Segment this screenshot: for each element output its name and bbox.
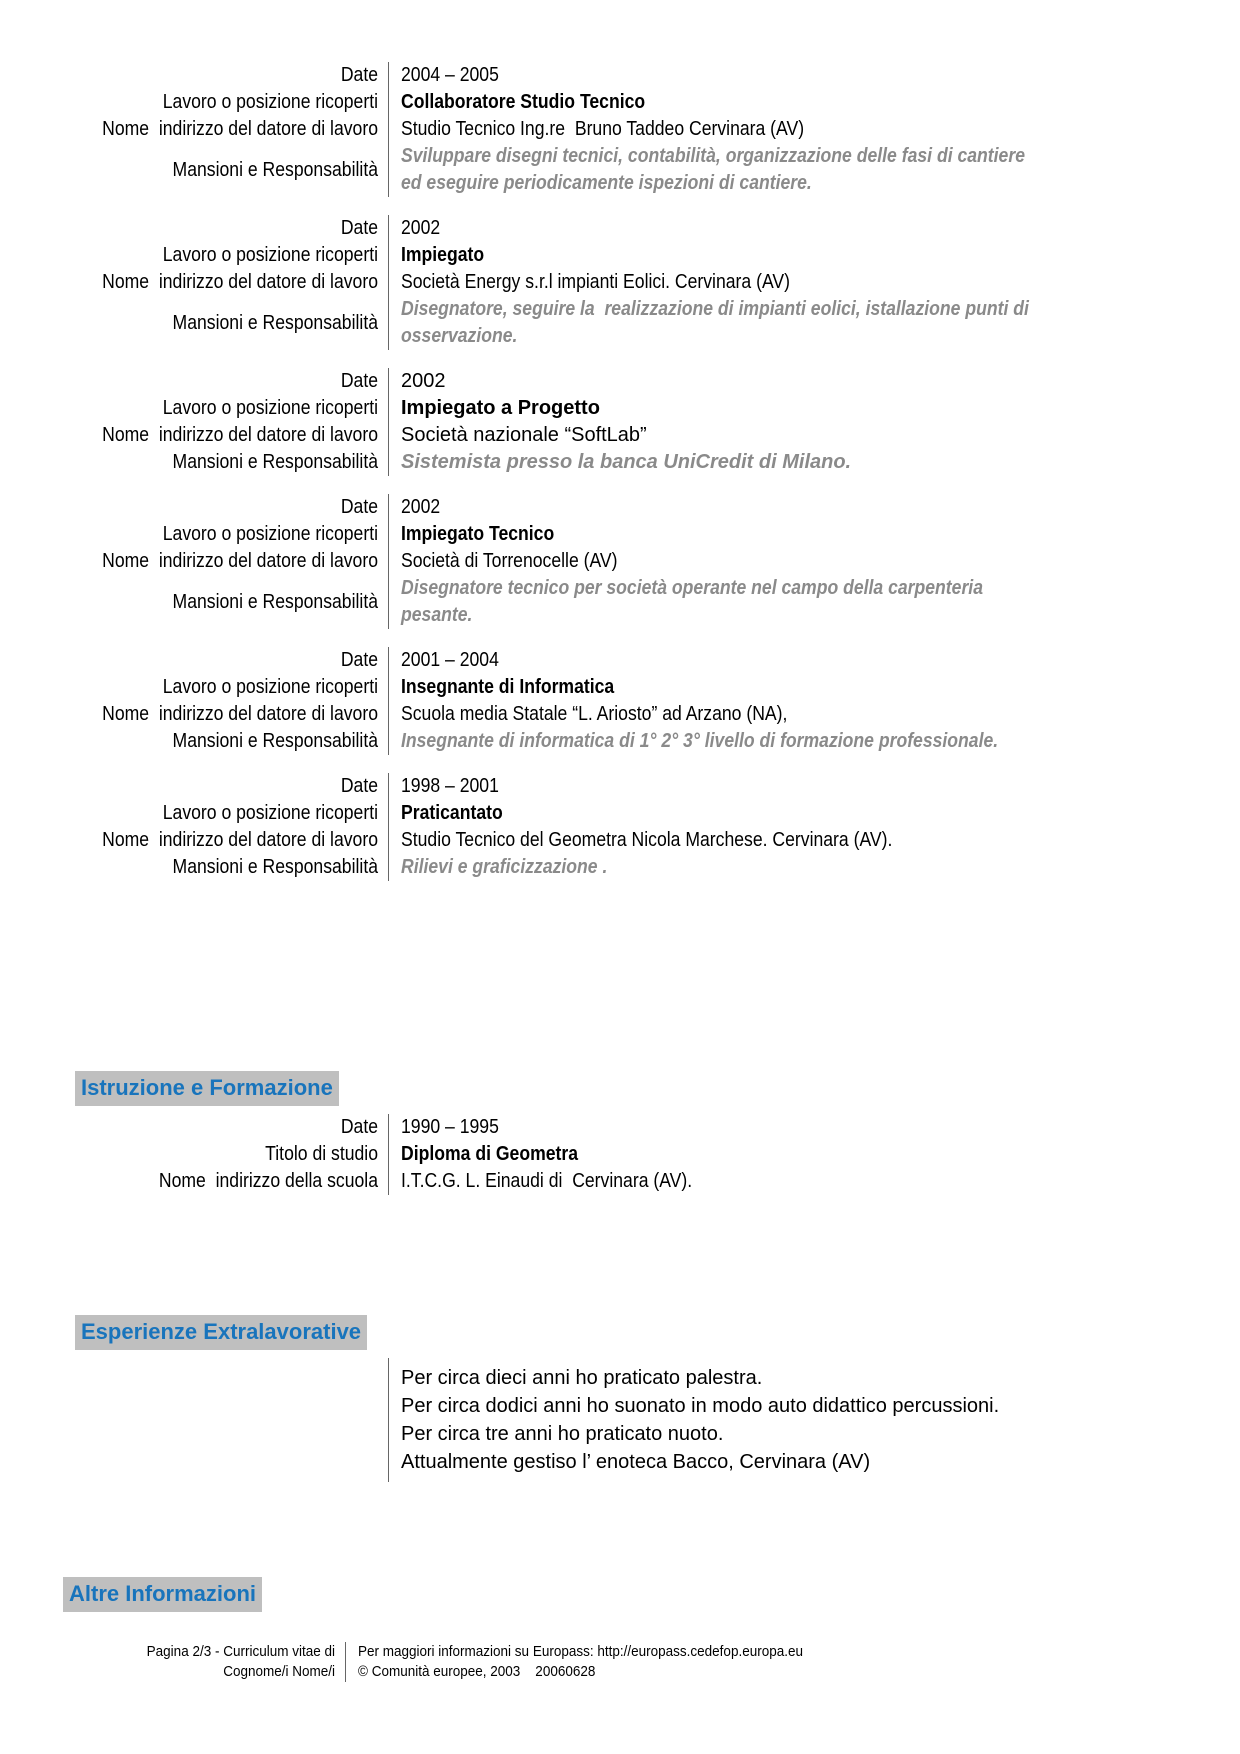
employer-value: Scuola media Statale “L. Ariosto” ad Arzano (NA), <box>388 701 1168 728</box>
position-row <box>0 89 1168 116</box>
footer-europass-info <box>345 1642 1168 1682</box>
date-label: Date <box>340 775 378 797</box>
employer-value: Studio Tecnico Ing.re Bruno Taddeo Cervinara (AV) <box>388 116 1168 143</box>
position-value: Impiegato <box>388 242 1168 269</box>
date-row <box>0 773 1168 800</box>
duties-value: Sviluppare disegni tecnici, contabilità, organizzazione delle fasi di cantiere ed eseguire periodicamente ispezioni di cantiere. <box>388 143 1168 197</box>
employer-value: Studio Tecnico del Geometra Nicola Marchese. Cervinara (AV). <box>388 827 1168 854</box>
date-value: 2001 – 2004 <box>388 647 1168 674</box>
extra-activity-line: Attualmente gestiso l’ enoteca Bacco, Cervinara (AV) <box>401 1451 871 1473</box>
employer-label: Nome indirizzo del datore di lavoro <box>102 829 379 851</box>
date-row <box>0 647 1168 674</box>
section-title-other-info <box>63 1577 1168 1612</box>
duties-row <box>0 296 1168 350</box>
position-row <box>0 395 1168 422</box>
position-row <box>0 800 1168 827</box>
footer-name-placeholder: Cognome/i Nome/i <box>223 1663 335 1680</box>
date-value: 1990 – 1995 <box>388 1114 1168 1141</box>
employer-label: Nome indirizzo del datore di lavoro <box>102 550 379 572</box>
duties-value: Insegnante di informatica di 1° 2° 3° livello di formazione professionale. <box>388 728 1168 755</box>
footer-europass-url: Per maggiori informazioni su Europass: http://europass.cedefop.europa.eu <box>358 1643 804 1660</box>
education-entry <box>0 1114 1168 1195</box>
section-title-extra-activities <box>75 1315 1168 1350</box>
date-label: Date <box>340 370 378 392</box>
duties-value: Disegnatore tecnico per società operante nel campo della carpenteria pesante. <box>388 575 1168 629</box>
date-row <box>0 1114 1168 1141</box>
work-entry-5 <box>0 647 1168 755</box>
date-value: 1998 – 2001 <box>388 773 1168 800</box>
footer-page-info <box>0 1642 345 1682</box>
date-row <box>0 62 1168 89</box>
duties-value: Sistemista presso la banca UniCredit di Milano. <box>388 449 1168 476</box>
extra-activity-line: Per circa tre anni ho praticato nuoto. <box>401 1423 724 1445</box>
position-row <box>0 242 1168 269</box>
footer-copyright: © Comunità europee, 2003 20060628 <box>358 1663 596 1680</box>
duties-label: Mansioni e Responsabilità <box>172 856 378 878</box>
employer-row <box>0 701 1168 728</box>
position-row <box>0 521 1168 548</box>
employer-row <box>0 422 1168 449</box>
date-value: 2004 – 2005 <box>388 62 1168 89</box>
extra-activities-list <box>388 1358 1168 1482</box>
position-label: Lavoro o posizione ricoperti <box>162 397 378 419</box>
date-value: 2002 <box>388 215 1168 242</box>
duties-row <box>0 728 1168 755</box>
degree-label: Titolo di studio <box>265 1143 378 1165</box>
date-value: 2002 <box>388 368 1168 395</box>
date-row <box>0 215 1168 242</box>
date-row <box>0 368 1168 395</box>
extra-activities-block <box>0 1358 1168 1482</box>
section-title-extra-activities-text: Esperienze Extralavorative <box>75 1315 367 1350</box>
date-label: Date <box>340 217 378 239</box>
extra-activities-spacer <box>0 1358 388 1482</box>
duties-label: Mansioni e Responsabilità <box>172 451 378 473</box>
date-label: Date <box>340 1116 378 1138</box>
date-row <box>0 494 1168 521</box>
work-entry-2 <box>0 215 1168 350</box>
duties-value: Rilievi e graficizzazione . <box>388 854 1168 881</box>
duties-row <box>0 575 1168 629</box>
page-footer <box>0 1642 1168 1682</box>
work-entry-4 <box>0 494 1168 629</box>
employer-row <box>0 116 1168 143</box>
position-value: Collaboratore Studio Tecnico <box>388 89 1168 116</box>
footer-page-number: Pagina 2/3 - Curriculum vitae di <box>146 1643 335 1660</box>
duties-label: Mansioni e Responsabilità <box>172 730 378 752</box>
employer-value: Società nazionale “SoftLab” <box>388 422 1168 449</box>
date-value: 2002 <box>388 494 1168 521</box>
work-entry-1 <box>0 62 1168 197</box>
position-value: Insegnante di Informatica <box>388 674 1168 701</box>
school-row <box>0 1168 1168 1195</box>
date-label: Date <box>340 649 378 671</box>
employer-value: Società Energy s.r.l impianti Eolici. Cervinara (AV) <box>388 269 1168 296</box>
position-label: Lavoro o posizione ricoperti <box>162 676 378 698</box>
duties-row <box>0 449 1168 476</box>
date-label: Date <box>340 496 378 518</box>
employer-value: Società di Torrenocelle (AV) <box>388 548 1168 575</box>
duties-value: Disegnatore, seguire la realizzazione di impianti eolici, istallazione punti di osservazione. <box>388 296 1168 350</box>
employer-row <box>0 548 1168 575</box>
position-label: Lavoro o posizione ricoperti <box>162 523 378 545</box>
degree-row <box>0 1141 1168 1168</box>
position-value: Impiegato a Progetto <box>388 395 1168 422</box>
section-title-other-info-text: Altre Informazioni <box>63 1577 262 1612</box>
duties-label: Mansioni e Responsabilità <box>172 311 378 334</box>
position-value: Impiegato Tecnico <box>388 521 1168 548</box>
extra-activity-line: Per circa dodici anni ho suonato in modo auto didattico percussioni. <box>401 1395 1000 1417</box>
work-entry-3 <box>0 368 1168 476</box>
date-label: Date <box>340 64 378 86</box>
degree-value: Diploma di Geometra <box>388 1141 1168 1168</box>
position-value: Praticantato <box>388 800 1168 827</box>
section-title-education <box>75 1071 1168 1106</box>
school-label: Nome indirizzo della scuola <box>158 1170 378 1192</box>
employer-label: Nome indirizzo del datore di lavoro <box>102 271 379 293</box>
duties-row <box>0 854 1168 881</box>
school-value: I.T.C.G. L. Einaudi di Cervinara (AV). <box>388 1168 1168 1195</box>
work-entry-6 <box>0 773 1168 881</box>
position-label: Lavoro o posizione ricoperti <box>162 802 378 824</box>
employer-row <box>0 827 1168 854</box>
duties-label: Mansioni e Responsabilità <box>172 590 378 613</box>
duties-row <box>0 143 1168 197</box>
position-row <box>0 674 1168 701</box>
employer-row <box>0 269 1168 296</box>
position-label: Lavoro o posizione ricoperti <box>162 91 378 113</box>
section-title-education-text: Istruzione e Formazione <box>75 1071 339 1106</box>
employer-label: Nome indirizzo del datore di lavoro <box>102 424 379 446</box>
employer-label: Nome indirizzo del datore di lavoro <box>102 703 379 725</box>
duties-label: Mansioni e Responsabilità <box>172 158 378 181</box>
position-label: Lavoro o posizione ricoperti <box>162 244 378 266</box>
employer-label: Nome indirizzo del datore di lavoro <box>102 118 379 140</box>
extra-activity-line: Per circa dieci anni ho praticato palestra. <box>401 1367 763 1389</box>
